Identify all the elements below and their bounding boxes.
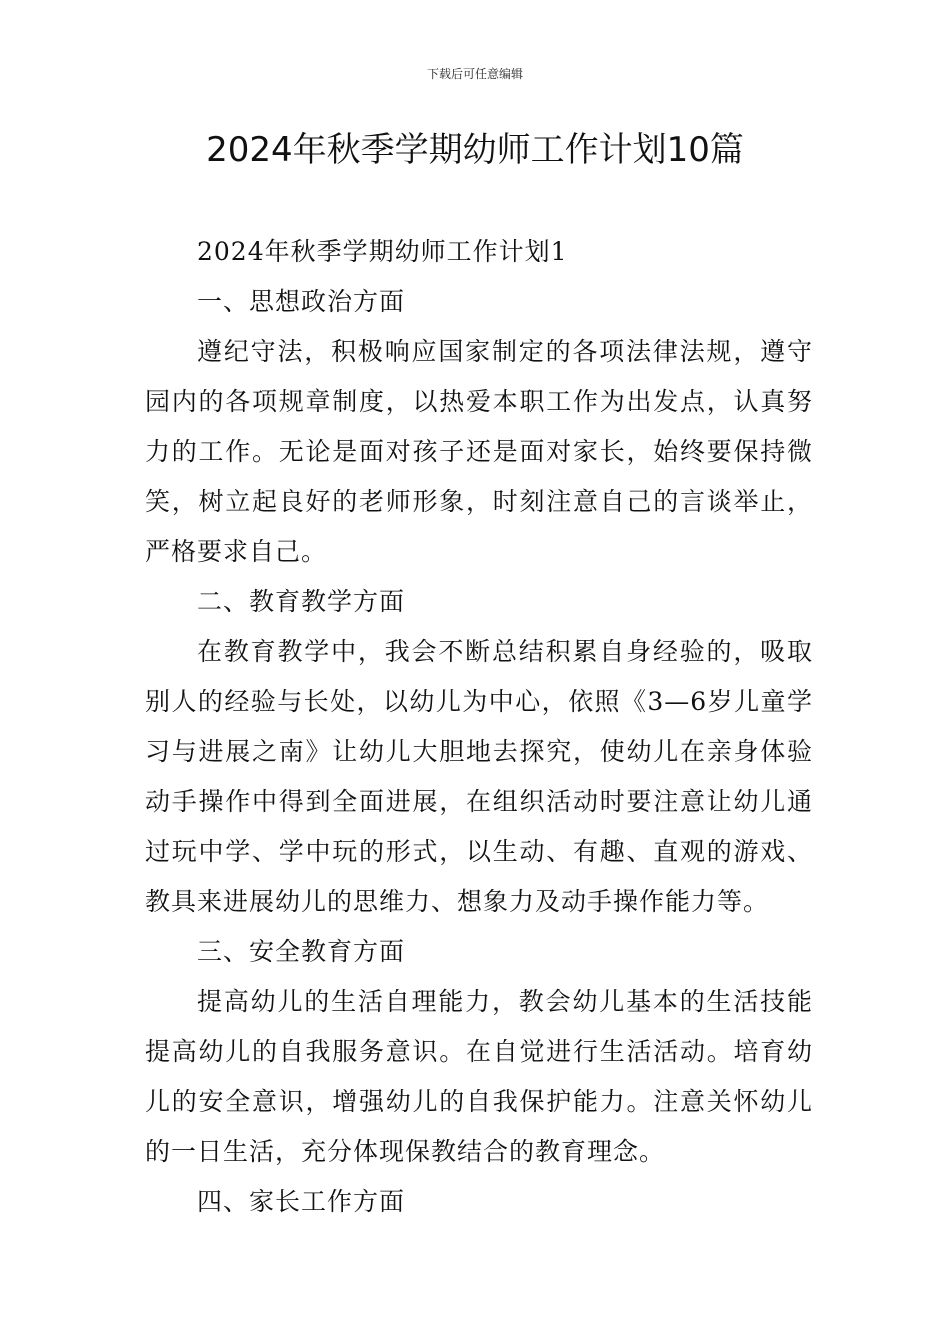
paragraph-2: 在教育教学中，我会不断总结积累自身经验的，吸取别人的经验与长处，以幼儿为中心，依照《3—6岁儿童学习与进展之南》让幼儿大胆地去探究，使幼儿在亲身体验动手操作中得到全面进展，在组织活动时要注意让幼儿通过玩中学、学中玩的形式，以生动、有趣、直观的游戏、教具来进展幼儿的思维力、想象力及动手操作能力等。 — [145, 637, 813, 916]
section-heading-3: 三、安全教育方面 — [197, 937, 406, 966]
header-note: 下载后可任意编辑 — [426, 67, 523, 81]
document-body — [145, 227, 813, 1227]
paragraph-3: 提高幼儿的生活自理能力，教会幼儿基本的生活技能提高幼儿的自我服务意识。在自觉进行生活活动。培育幼儿的安全意识，增强幼儿的自我保护能力。注意关怀幼儿的一日生活，充分体现保教结合的教育理念。 — [145, 987, 813, 1166]
document-title: 2024年秋季学期幼师工作计划10篇 — [206, 130, 744, 170]
paragraph-1: 遵纪守法，积极响应国家制定的各项法律法规，遵守园内的各项规章制度，以热爱本职工作为出发点，认真努力的工作。无论是面对孩子还是面对家长，始终要保持微笑，树立起良好的老师形象，时刻注意自己的言谈举止，严格要求自己。 — [145, 337, 813, 566]
section-subtitle: 2024年秋季学期幼师工作计划1 — [197, 237, 568, 266]
section-heading-4: 四、家长工作方面 — [197, 1187, 406, 1216]
section-heading-2: 二、教育教学方面 — [197, 587, 406, 616]
section-heading-1: 一、思想政治方面 — [197, 287, 406, 316]
